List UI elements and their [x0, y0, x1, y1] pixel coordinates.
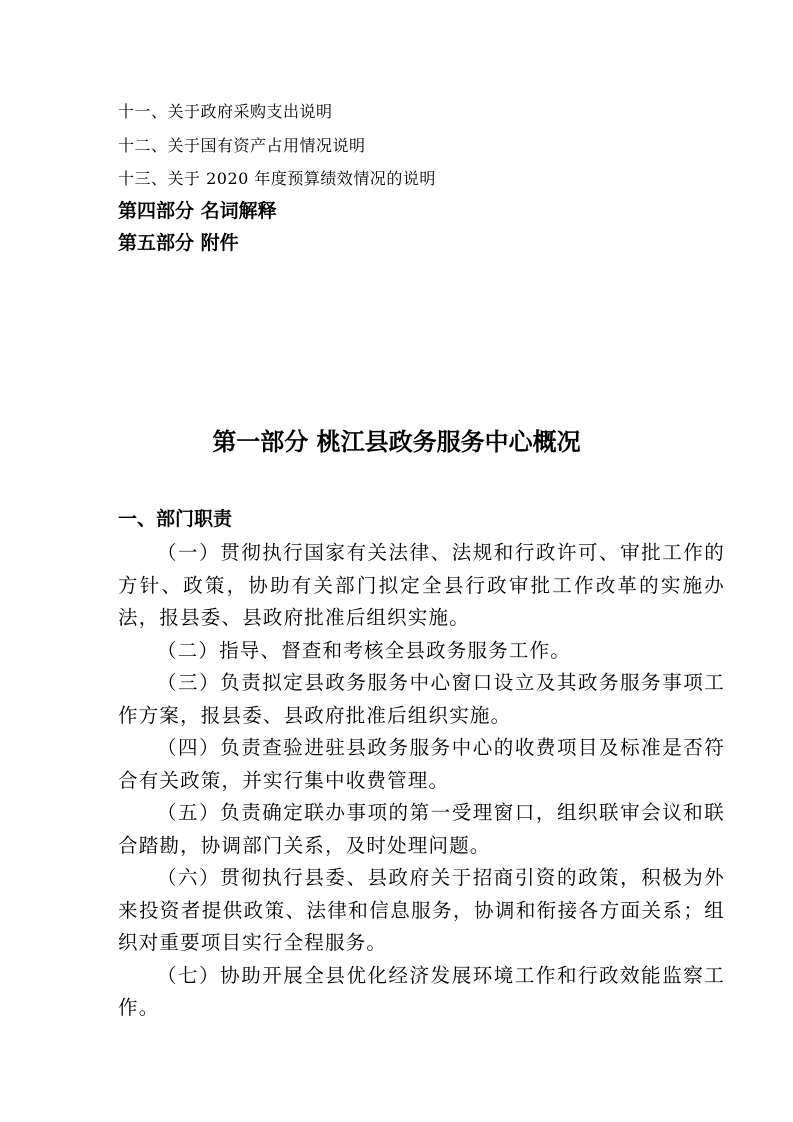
toc-item-13: 十三、关于 2020 年度预算绩效情况的说明	[118, 169, 436, 188]
paragraph: （七）协助开展全县优化经济发展环境工作和行政效能监察工作。	[118, 963, 725, 1019]
toc-item-12: 十二、关于国有资产占用情况说明	[118, 136, 366, 155]
paragraph: （三）负责拟定县政务服务中心窗口设立及其政务服务事项工作方案，报县委、县政府批准后组织实施。	[118, 671, 725, 727]
body-text	[118, 537, 725, 1025]
toc-part-4: 第四部分 名词解释	[118, 200, 277, 222]
toc-part-5: 第五部分 附件	[118, 232, 239, 254]
part-title: 第一部分 桃江县政务服务中心概况	[212, 428, 581, 456]
toc-item-11: 十一、关于政府采购支出说明	[118, 102, 333, 121]
paragraph: （一）贯彻执行国家有关法律、法规和行政许可、审批工作的方针、政策，协助有关部门拟定全县行政审批工作改革的实施办法，报县委、县政府批准后组织实施。	[118, 541, 725, 629]
paragraph: （五）负责确定联办事项的第一受理窗口，组织联审会议和联合踏勘，协调部门关系，及时处理问题。	[118, 801, 725, 857]
section-heading: 一、部门职责	[118, 508, 233, 530]
paragraph: （六）贯彻执行县委、县政府关于招商引资的政策，积极为外来投资者提供政策、法律和信息服务，协调和衔接各方面关系；组织对重要项目实行全程服务。	[118, 866, 725, 954]
paragraph: （二）指导、督查和考核全县政务服务工作。	[157, 638, 572, 662]
paragraph: （四）负责查验进驻县政务服务中心的收费项目及标准是否符合有关政策，并实行集中收费管理。	[118, 736, 725, 792]
